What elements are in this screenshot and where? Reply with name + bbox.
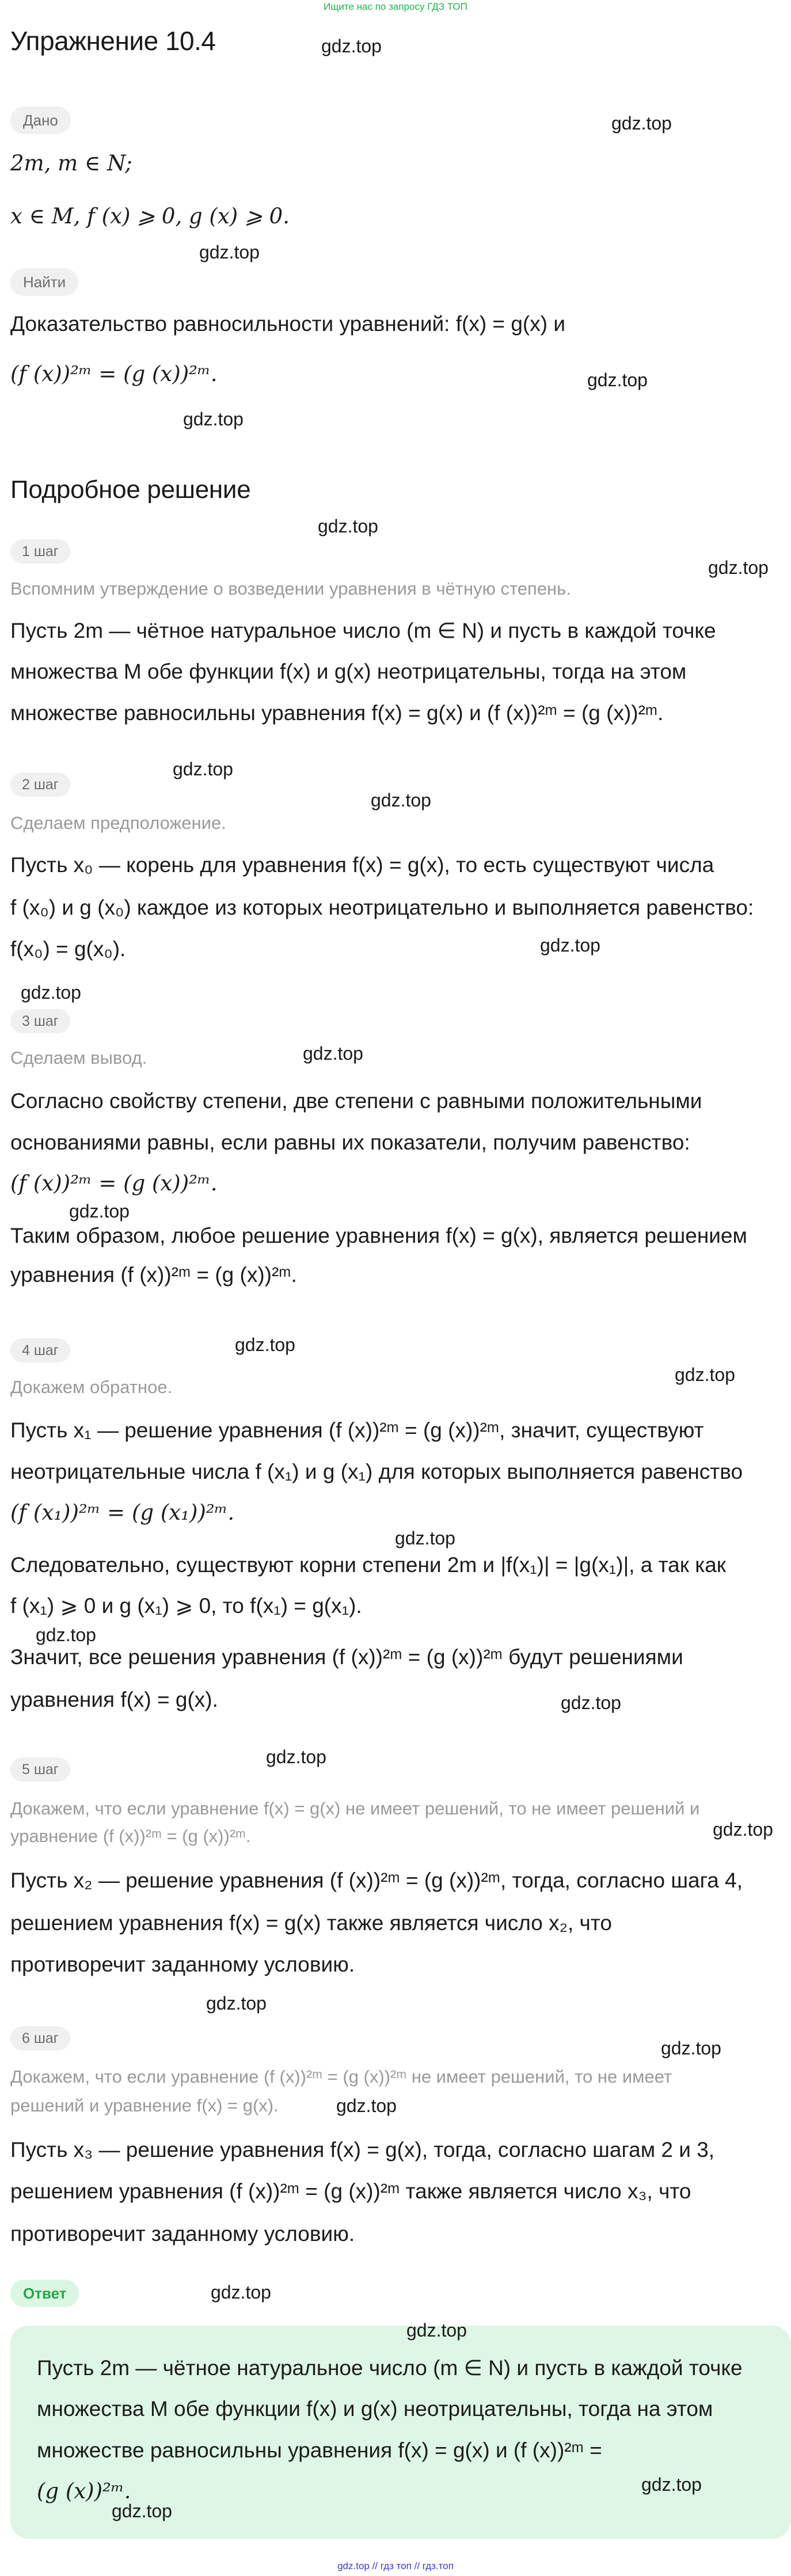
find-line-1: Доказательство равносильности уравнений: f(x) = g(x) и	[10, 312, 565, 336]
watermark: gdz.top	[235, 1334, 295, 1355]
step-4-line: f (x₁) ⩾ 0 и g (x₁) ⩾ 0, то f(x₁) = g(x₁).	[10, 1594, 362, 1618]
step-1-hint: Вспомним утверждение о возведении уравнения в чётную степень.	[10, 579, 571, 599]
top-note[interactable]: Ищите нас по запросу ГДЗ ТОП	[324, 1, 467, 12]
step-5-line: Пусть x₂ — решение уравнения (f (x))²ᵐ = (g (x))²ᵐ, тогда, согласно шага 4,	[10, 1869, 743, 1892]
watermark: gdz.top	[21, 982, 81, 1003]
watermark: gdz.top	[661, 2038, 721, 2058]
step-3-hint: Сделаем вывод.	[10, 1048, 147, 1068]
watermark: gdz.top	[303, 1043, 363, 1064]
answer-badge: Ответ	[10, 2280, 79, 2307]
step-4-line: (f (x₁))²ᵐ = (g (x₁))²ᵐ.	[10, 1500, 235, 1525]
watermark: gdz.top	[183, 409, 244, 429]
step-4-line: Следовательно, существуют корни степени 2m и |f(x₁)| = |g(x₁)|, а так как	[10, 1553, 726, 1577]
step-1-line: множестве равносильны уравнения f(x) = g(x) и (f (x))²ᵐ = (g (x))²ᵐ.	[10, 701, 664, 725]
given-badge: Дано	[10, 106, 71, 134]
step-2-line: f (x₀) и g (x₀) каждое из которых неотрицательно и выполняется равенство:	[10, 896, 754, 919]
watermark: gdz.top	[321, 36, 382, 56]
watermark: gdz.top	[406, 2320, 467, 2341]
watermark: gdz.top	[587, 370, 648, 390]
step-6-line: противоречит заданному условию.	[10, 2222, 355, 2246]
step-2-line: f(x₀) = g(x₀).	[10, 937, 126, 961]
given-line-1: 2m, m ∈ N;	[10, 151, 132, 176]
step-6-hint: решений и уравнение f(x) = g(x).	[10, 2095, 279, 2115]
step-4-line: неотрицательные числа f (x₁) и g (x₁) для которых выполняется равенство	[10, 1460, 743, 1483]
watermark: gdz.top	[69, 1201, 130, 1222]
watermark: gdz.top	[336, 2095, 397, 2116]
find-badge: Найти	[10, 268, 78, 296]
step-3-badge: 3 шаг	[10, 1009, 70, 1033]
footer-links[interactable]: gdz.top // гдз топ // гдз.топ	[337, 2560, 454, 2571]
step-6-line: Пусть x₃ — решение уравнения f(x) = g(x), тогда, согласно шагам 2 и 3,	[10, 2138, 715, 2162]
watermark: gdz.top	[199, 242, 260, 262]
step-3-line: Согласно свойству степени, две степени с равными положительными	[10, 1089, 702, 1113]
watermark: gdz.top	[675, 1364, 735, 1385]
step-6-badge: 6 шаг	[10, 2026, 70, 2050]
step-3-line: уравнения (f (x))²ᵐ = (g (x))²ᵐ.	[10, 1263, 297, 1287]
find-line-2: (f (x))²ᵐ = (g (x))²ᵐ.	[10, 362, 218, 386]
page-title: Упражнение 10.4	[10, 26, 216, 56]
solution-title: Подробное решение	[10, 475, 251, 504]
answer-line: Пусть 2m — чётное натуральное число (m ∈ N) и пусть в каждой точке	[37, 2356, 743, 2380]
given-line-2: x ∈ M, f (x) ⩾ 0, g (x) ⩾ 0.	[10, 204, 290, 229]
step-3-line: (f (x))²ᵐ = (g (x))²ᵐ.	[10, 1171, 218, 1196]
watermark: gdz.top	[266, 1746, 326, 1767]
step-3-line: основаниями равны, если равны их показатели, получим равенство:	[10, 1131, 690, 1154]
watermark: gdz.top	[36, 1624, 96, 1645]
watermark: gdz.top	[206, 1993, 267, 2014]
step-5-hint: Докажем, что если уравнение f(x) = g(x) не имеет решений, то не имеет решений и	[10, 1798, 700, 1818]
step-5-line: противоречит заданному условию.	[10, 1953, 355, 1976]
watermark: gdz.top	[708, 557, 769, 578]
step-1-line: множества M обе функции f(x) и g(x) неотрицательны, тогда на этом	[10, 660, 687, 683]
watermark: gdz.top	[318, 516, 378, 536]
watermark: gdz.top	[112, 2501, 172, 2521]
watermark: gdz.top	[395, 1528, 455, 1548]
step-3-line: Таким образом, любое решение уравнения f(x) = g(x), является решением	[10, 1224, 747, 1247]
step-4-hint: Докажем обратное.	[10, 1377, 173, 1397]
watermark: gdz.top	[561, 1692, 621, 1713]
step-4-line: Значит, все решения уравнения (f (x))²ᵐ = (g (x))²ᵐ будут решениями	[10, 1645, 683, 1669]
step-2-hint: Сделаем предположение.	[10, 813, 226, 833]
answer-line: (g (x))²ᵐ.	[37, 2479, 131, 2503]
step-1-badge: 1 шаг	[10, 539, 70, 564]
watermark: gdz.top	[540, 935, 600, 956]
watermark: gdz.top	[371, 790, 431, 811]
step-5-line: решением уравнения f(x) = g(x) также является число x₂, что	[10, 1911, 612, 1935]
watermark: gdz.top	[611, 113, 672, 134]
step-5-badge: 5 шаг	[10, 1757, 70, 1782]
watermark: gdz.top	[173, 759, 233, 779]
watermark: gdz.top	[641, 2474, 702, 2495]
step-2-line: Пусть x₀ — корень для уравнения f(x) = g(x), то есть существуют числа	[10, 853, 714, 877]
step-6-hint: Докажем, что если уравнение (f (x))²ᵐ = (g (x))²ᵐ не имеет решений, то не имеет	[10, 2067, 672, 2087]
answer-line: множества M обе функции f(x) и g(x) неотрицательны, тогда на этом	[37, 2397, 713, 2421]
step-4-line: Пусть x₁ — решение уравнения (f (x))²ᵐ = (g (x))²ᵐ, значит, существуют	[10, 1418, 704, 1442]
watermark: gdz.top	[211, 2282, 271, 2303]
step-6-line: решением уравнения (f (x))²ᵐ = (g (x))²ᵐ также является число x₃, что	[10, 2179, 691, 2203]
step-5-hint: уравнение (f (x))²ᵐ = (g (x))²ᵐ.	[10, 1826, 251, 1846]
watermark: gdz.top	[713, 1819, 773, 1840]
step-2-badge: 2 шаг	[10, 773, 70, 797]
step-4-line: уравнения f(x) = g(x).	[10, 1688, 218, 1711]
answer-line: множестве равносильны уравнения f(x) = g(x) и (f (x))²ᵐ =	[37, 2438, 602, 2462]
step-1-line: Пусть 2m — чётное натуральное число (m ∈ N) и пусть в каждой точке	[10, 619, 716, 642]
step-4-badge: 4 шаг	[10, 1338, 70, 1363]
